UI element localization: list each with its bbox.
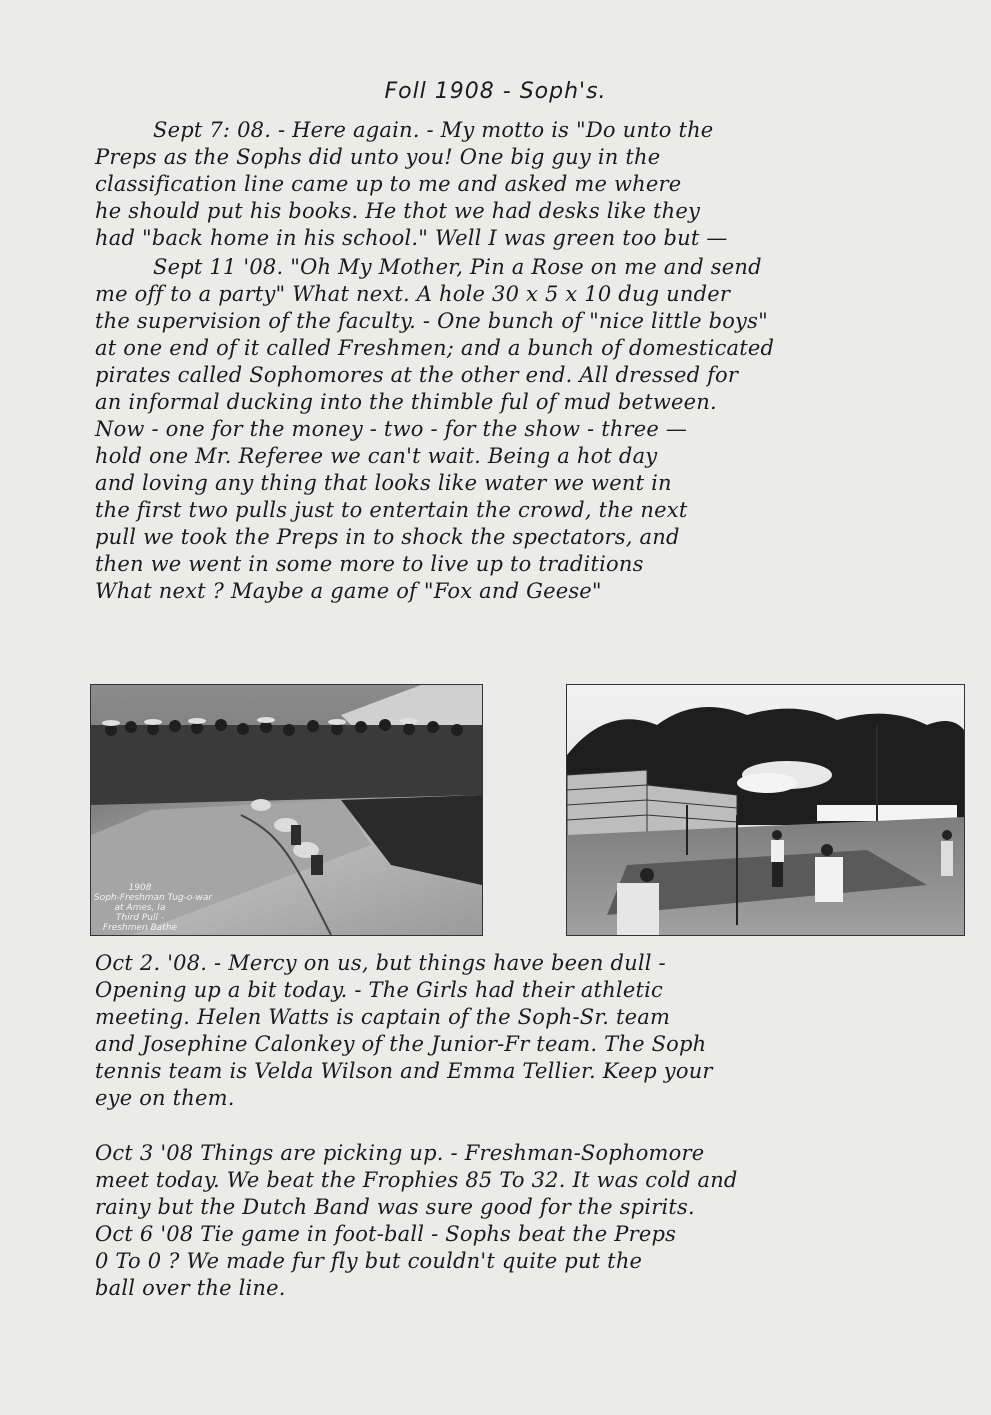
caption-line: 1908: [128, 883, 152, 893]
entry-line: hold one Mr. Referee we can't wait. Being a hot day: [95, 444, 658, 468]
entry-line: meet today. We beat the Frophies 85 To 32. It was cold and: [95, 1168, 738, 1192]
page-title: Foll 1908 - Soph's.: [384, 79, 607, 104]
journal-entry-sept-7: [95, 117, 965, 252]
journal-entry-oct-3-and-6: [95, 1140, 965, 1302]
photo-tug-of-war: [90, 684, 483, 936]
entry-line: Oct 6 '08 Tie game in foot-ball - Sophs beat the Preps: [95, 1222, 677, 1246]
entry-line: had "back home in his school." Well I was green too but —: [95, 226, 728, 250]
journal-entry-oct-2: [95, 950, 965, 1112]
athletic-field-photo-image: [567, 685, 964, 935]
entry-line: and Josephine Calonkey of the Junior-Fr team. The Soph: [95, 1032, 707, 1056]
entry-line: 0 To 0 ? We made fur fly but couldn't quite put the: [95, 1249, 643, 1273]
entry-line: pirates called Sophomores at the other end. All dressed for: [95, 363, 739, 387]
entry-line: and loving any thing that looks like water we went in: [95, 471, 672, 495]
entry-line: Oct 2. '08. - Mercy on us, but things have been dull -: [95, 951, 666, 975]
entry-line: me off to a party" What next. A hole 30 x 5 x 10 dug under: [95, 282, 731, 306]
photo-caption: [94, 883, 213, 933]
entry-line: Oct 3 '08 Things are picking up. - Freshman-Sophomore: [95, 1141, 705, 1165]
entry-line: ball over the line.: [95, 1276, 286, 1300]
entry-line: Preps as the Sophs did unto you! One big guy in the: [95, 145, 661, 169]
entry-line: at one end of it called Freshmen; and a bunch of domesticated: [95, 336, 775, 360]
caption-line: Freshmen Bathe: [102, 923, 178, 933]
entry-line: Now - one for the money - two - for the show - three —: [95, 417, 688, 441]
entry-line: classification line came up to me and asked me where: [95, 172, 682, 196]
entry-line: the first two pulls just to entertain the crowd, the next: [95, 498, 688, 522]
photo-athletic-field: [566, 684, 965, 936]
entry-line: What next ? Maybe a game of "Fox and Geese": [95, 579, 602, 603]
entry-line: Opening up a bit today. - The Girls had their athletic: [95, 978, 663, 1002]
entry-line: meeting. Helen Watts is captain of the Soph-Sr. team: [95, 1005, 671, 1029]
caption-line: Third Pull -: [115, 913, 165, 923]
entry-line: pull we took the Preps in to shock the spectators, and: [95, 525, 680, 549]
entry-line: Sept 7: 08. - Here again. - My motto is "Do unto the: [153, 118, 714, 142]
entry-line: rainy but the Dutch Band was sure good for the spirits.: [95, 1195, 695, 1219]
caption-line: Soph-Freshman Tug-o-war: [94, 893, 213, 903]
entry-line: tennis team is Velda Wilson and Emma Tellier. Keep your: [95, 1059, 713, 1083]
entry-line: he should put his books. He thot we had desks like they: [95, 199, 701, 223]
entry-line: an informal ducking into the thimble ful of mud between.: [95, 390, 717, 414]
caption-line: at Ames, Ia: [114, 903, 166, 913]
entry-line: the supervision of the faculty. - One bunch of "nice little boys": [95, 309, 768, 333]
entry-line: eye on them.: [95, 1086, 235, 1110]
journal-entry-sept-11: [95, 254, 965, 605]
entry-line: Sept 11 '08. "Oh My Mother, Pin a Rose on me and send: [153, 255, 762, 279]
entry-line: then we went in some more to live up to traditions: [95, 552, 644, 576]
